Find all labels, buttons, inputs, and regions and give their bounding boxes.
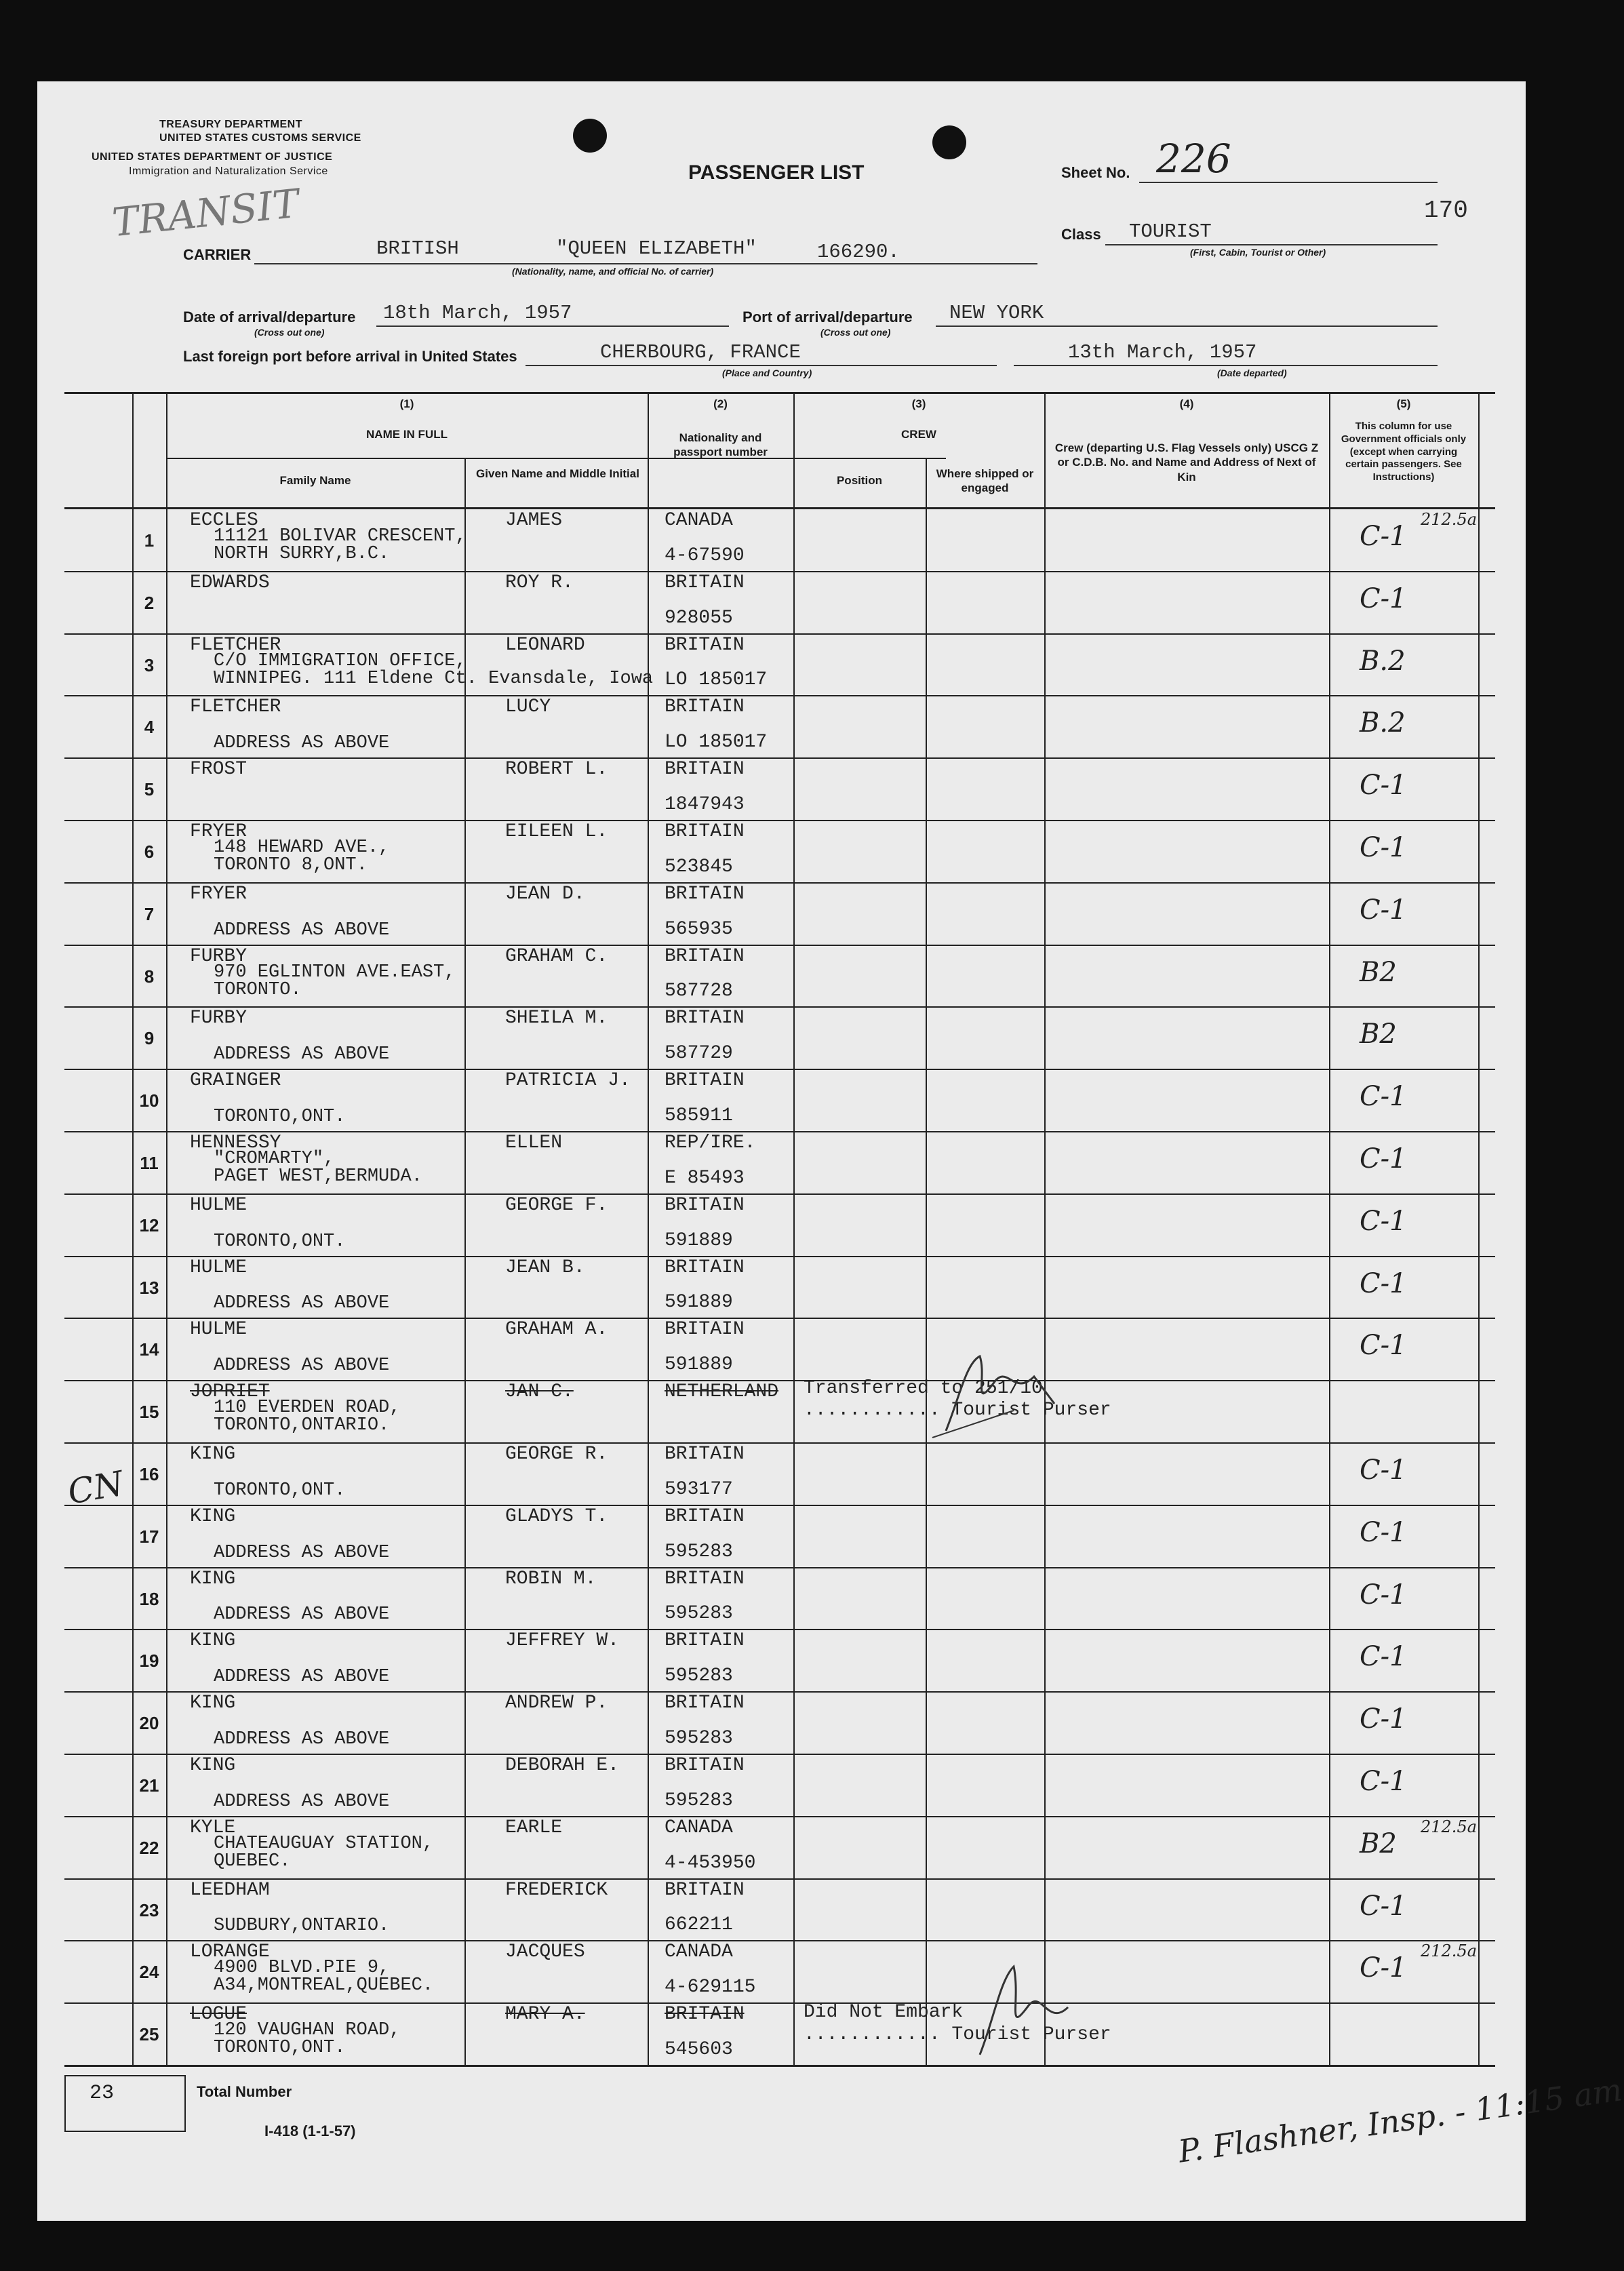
passport-number: 591889 — [665, 1354, 733, 1376]
nationality: BRITAIN — [665, 1568, 745, 1589]
col5-title: This column for use Government officials only (except when carrying certain passengers. See Instructions) — [1341, 420, 1467, 483]
official-code: C-1 — [1360, 1454, 1407, 1486]
row-number: 5 — [144, 779, 155, 800]
dept-line-2: UNITED STATES CUSTOMS SERVICE — [159, 132, 361, 144]
nationality: BRITAIN — [665, 634, 745, 656]
passenger-table — [37, 81, 1526, 2221]
passport-number: 587729 — [665, 1043, 733, 1065]
family-name: FROST — [190, 759, 247, 781]
official-note: 212.5a — [1421, 510, 1478, 529]
address-line: 148 HEWARD AVE., — [214, 837, 390, 858]
purser-signature-15 — [919, 1336, 1068, 1444]
row-number: 22 — [139, 1837, 159, 1858]
row-number: 4 — [144, 717, 155, 738]
departed-caption: (Date departed) — [1217, 368, 1287, 378]
family-name: LEEDHAM — [190, 1879, 270, 1901]
family-name: GRAINGER — [190, 1070, 281, 1092]
address-line: 970 EGLINTON AVE.EAST, — [214, 962, 456, 983]
family-name: HENNESSY — [190, 1132, 281, 1153]
nationality: BRITAIN — [665, 1194, 745, 1216]
official-code: C-1 — [1360, 1641, 1407, 1673]
passport-number: 565935 — [665, 918, 733, 940]
official-code: C-1 — [1360, 1765, 1407, 1797]
col1b-title: Given Name and Middle Initial — [476, 467, 639, 480]
official-code: B.2 — [1360, 645, 1406, 677]
col5-number: (5) — [1396, 397, 1411, 410]
crew-note-not-embark: Did Not Embark — [804, 2002, 964, 2023]
family-name: LOGUE — [190, 2004, 247, 2026]
passport-number: 591889 — [665, 1229, 733, 1251]
address-line: TORONTO,ONTARIO. — [214, 1415, 390, 1436]
passport-number: E 85493 — [665, 1167, 745, 1189]
given-name: ROBIN M. — [505, 1568, 597, 1589]
family-name: FRYER — [190, 883, 247, 905]
given-name: EARLE — [505, 1817, 563, 1838]
dept-line-4: Immigration and Naturalization Service — [129, 165, 328, 177]
col3b-title: Where shipped or engaged — [936, 467, 1034, 495]
given-name: GEORGE F. — [505, 1194, 608, 1216]
crew-note-purser-25: ............ Tourist Purser — [804, 2024, 1111, 2045]
official-code: C-1 — [1360, 1205, 1407, 1237]
address-line: TORONTO. — [214, 979, 302, 1000]
address-line: PAGET WEST,BERMUDA. — [214, 1166, 422, 1187]
nationality: BRITAIN — [665, 2004, 745, 2026]
family-name: KING — [190, 1505, 236, 1527]
given-name: JAN C. — [505, 1381, 574, 1403]
row-number: 7 — [144, 903, 155, 924]
given-name: GLADYS T. — [505, 1505, 608, 1527]
official-code: C-1 — [1360, 770, 1407, 802]
row-number: 24 — [139, 1962, 159, 1983]
official-code: C-1 — [1360, 1143, 1407, 1174]
nationality: BRITAIN — [665, 1693, 745, 1714]
nationality: CANADA — [665, 1941, 733, 1963]
address-line: TORONTO,ONT. — [214, 2038, 346, 2059]
row-number: 25 — [139, 2024, 159, 2045]
nationality: BRITAIN — [665, 883, 745, 905]
address-line: 120 VAUGHAN ROAD, — [214, 2020, 401, 2041]
given-name: JEAN D. — [505, 883, 585, 905]
official-code: C-1 — [1360, 1267, 1407, 1299]
carrier-label: CARRIER — [183, 246, 252, 263]
address-line: ADDRESS AS ABOVE — [214, 1542, 390, 1563]
nationality: BRITAIN — [665, 1257, 745, 1278]
row-number: 14 — [139, 1339, 159, 1360]
last-port-label: Last foreign port before arrival in United States — [183, 348, 517, 365]
passport-number: 523845 — [665, 856, 733, 877]
nationality: REP/IRE. — [665, 1132, 756, 1153]
given-name: ELLEN — [505, 1132, 563, 1153]
passport-number: 585911 — [665, 1105, 733, 1126]
given-name: LEONARD — [505, 634, 585, 656]
passport-number: 4-453950 — [665, 1852, 756, 1874]
family-name: JOPRIET — [190, 1381, 270, 1403]
passport-number: 595283 — [665, 1728, 733, 1749]
row-number: 19 — [139, 1651, 159, 1672]
address-line: TORONTO,ONT. — [214, 1231, 346, 1252]
nationality: BRITAIN — [665, 1008, 745, 1029]
address-line: CHATEAUGUAY STATION, — [214, 1833, 434, 1854]
passport-number: 593177 — [665, 1478, 733, 1500]
total-label: Total Number — [197, 2083, 292, 2100]
col3a-title: Position — [836, 474, 883, 487]
given-name: LUCY — [505, 696, 551, 718]
given-name: EILEEN L. — [505, 821, 608, 842]
date-value: 18th March, 1957 — [383, 302, 572, 324]
given-name: SHEILA M. — [505, 1008, 608, 1029]
family-name: EDWARDS — [190, 572, 270, 593]
port-value: NEW YORK — [949, 302, 1044, 324]
document-page — [37, 81, 1624, 2221]
address-line: NORTH SURRY,B.C. — [214, 544, 390, 564]
address-line: ADDRESS AS ABOVE — [214, 733, 390, 754]
date-caption: (Cross out one) — [254, 327, 325, 338]
official-code: C-1 — [1360, 894, 1407, 926]
official-code: B2 — [1360, 1828, 1397, 1859]
row-number: 15 — [139, 1402, 159, 1423]
family-name: KING — [190, 1568, 236, 1589]
given-name: PATRICIA J. — [505, 1070, 631, 1092]
nationality: BRITAIN — [665, 1444, 745, 1465]
given-name: JAMES — [505, 510, 563, 531]
address-line: C/O IMMIGRATION OFFICE, — [214, 650, 467, 671]
departed-value: 13th March, 1957 — [1068, 341, 1257, 363]
official-code: B2 — [1360, 1019, 1397, 1050]
row-number: 23 — [139, 1899, 159, 1920]
nationality: BRITAIN — [665, 945, 745, 967]
family-name: KING — [190, 1444, 236, 1465]
nationality: NETHERLAND — [665, 1381, 779, 1403]
official-code: C-1 — [1360, 1330, 1407, 1362]
family-name: FURBY — [190, 1008, 247, 1029]
address-line: TORONTO,ONT. — [214, 1107, 346, 1127]
passport-number: 595283 — [665, 1541, 733, 1562]
given-name: GEORGE R. — [505, 1444, 608, 1465]
official-code: B.2 — [1360, 707, 1406, 739]
row-number: 17 — [139, 1526, 159, 1547]
carrier-number: 166290. — [817, 241, 900, 263]
passport-number: LO 185017 — [665, 732, 768, 753]
last-port-caption: (Place and Country) — [722, 368, 812, 378]
port-label: Port of arrival/departure — [742, 309, 913, 325]
row-number: 13 — [139, 1277, 159, 1298]
class-label: Class — [1061, 226, 1101, 243]
family-name: FLETCHER — [190, 634, 281, 656]
passport-number: 587728 — [665, 981, 733, 1002]
col1a-title: Family Name — [279, 474, 351, 487]
address-line: ADDRESS AS ABOVE — [214, 1604, 390, 1625]
family-name: KING — [190, 1630, 236, 1652]
passport-number: 1847943 — [665, 794, 745, 815]
given-name: GRAHAM C. — [505, 945, 608, 967]
address-line: TORONTO 8,ONT. — [214, 855, 368, 875]
col3-number: (3) — [911, 397, 926, 410]
total-count: 23 — [90, 2082, 115, 2105]
class-value: TOURIST — [1129, 220, 1212, 243]
inspector-signature: P. Flashner, Insp. - 11:15 am — [1176, 2071, 1624, 2170]
nationality: BRITAIN — [665, 1879, 745, 1901]
carrier-nationality: BRITISH — [376, 237, 459, 260]
col1-number: (1) — [399, 397, 414, 410]
official-code: C-1 — [1360, 520, 1407, 552]
dept-line-3: UNITED STATES DEPARTMENT OF JUSTICE — [92, 151, 333, 163]
passport-number: 662211 — [665, 1914, 733, 1936]
address-line: TORONTO,ONT. — [214, 1480, 346, 1501]
row-number: 9 — [144, 1028, 155, 1049]
sheet-label: Sheet No. — [1061, 164, 1130, 181]
page-title: PASSENGER LIST — [688, 161, 865, 184]
nationality: BRITAIN — [665, 821, 745, 842]
family-name: FLETCHER — [190, 696, 281, 718]
nationality: BRITAIN — [665, 1630, 745, 1652]
official-code: C-1 — [1360, 1890, 1407, 1922]
family-name: FURBY — [190, 945, 247, 967]
row-number: 3 — [144, 654, 155, 675]
address-line: ADDRESS AS ABOVE — [214, 1044, 390, 1065]
passport-number: 595283 — [665, 1665, 733, 1687]
nationality: BRITAIN — [665, 1505, 745, 1527]
passport-number: 595283 — [665, 1790, 733, 1811]
nationality: BRITAIN — [665, 696, 745, 718]
form-number: I-418 (1-1-57) — [264, 2122, 356, 2139]
nationality: CANADA — [665, 1817, 733, 1838]
given-name: FREDERICK — [505, 1879, 608, 1901]
official-note: 212.5a — [1421, 1817, 1478, 1836]
col4-title: Crew (departing U.S. Flag Vessels only) USCG Z or C.D.B. No. and Name and Address of Next of Kin — [1054, 441, 1319, 483]
class-caption: (First, Cabin, Tourist or Other) — [1190, 247, 1326, 258]
row-number: 18 — [139, 1588, 159, 1609]
given-name: GRAHAM A. — [505, 1319, 608, 1341]
address-line: "CROMARTY", — [214, 1149, 335, 1169]
address-line: 11121 BOLIVAR CRESCENT, — [214, 526, 467, 547]
official-code: C-1 — [1360, 1516, 1407, 1548]
family-name: ECCLES — [190, 510, 258, 531]
crew-note-transferred: Transferred to 251/10 — [804, 1378, 1043, 1399]
nationality: BRITAIN — [665, 1070, 745, 1092]
family-name: KING — [190, 1755, 236, 1776]
given-name: ROY R. — [505, 572, 574, 593]
dept-line-1: TREASURY DEPARTMENT — [159, 119, 302, 130]
crew-note-purser-15: ............ Tourist Purser — [804, 1400, 1111, 1421]
col4-number: (4) — [1179, 397, 1194, 410]
given-name: MARY A. — [505, 2004, 585, 2026]
address-line: ADDRESS AS ABOVE — [214, 1293, 390, 1314]
passport-number: 545603 — [665, 2039, 733, 2060]
address-line: ADDRESS AS ABOVE — [214, 1356, 390, 1377]
official-code: C-1 — [1360, 582, 1407, 614]
last-port-value: CHERBOURG, FRANCE — [600, 341, 801, 363]
family-name: KING — [190, 1693, 236, 1714]
nationality: BRITAIN — [665, 1755, 745, 1776]
passport-number: 928055 — [665, 607, 733, 629]
nationality: BRITAIN — [665, 1319, 745, 1341]
page-number: 170 — [1424, 197, 1468, 224]
transit-stamp: TRANSIT — [110, 180, 302, 246]
row-number: 10 — [139, 1090, 159, 1111]
carrier-caption: (Nationality, name, and official No. of carrier) — [512, 266, 714, 277]
col2-number: (2) — [713, 397, 728, 410]
address-line: ADDRESS AS ABOVE — [214, 920, 390, 941]
passport-number: LO 185017 — [665, 669, 768, 691]
official-code: C-1 — [1360, 1703, 1407, 1735]
family-name: KYLE — [190, 1817, 236, 1838]
official-code: C-1 — [1360, 1952, 1407, 1984]
official-code: C-1 — [1360, 831, 1407, 863]
given-name: JEAN B. — [505, 1257, 585, 1278]
row-number: 16 — [139, 1463, 159, 1484]
row-number: 6 — [144, 841, 155, 862]
given-name: JEFFREY W. — [505, 1630, 620, 1652]
passport-number: 595283 — [665, 1603, 733, 1625]
official-code: B2 — [1360, 956, 1397, 988]
purser-signature-25 — [959, 1953, 1095, 2061]
passport-number: 4-629115 — [665, 1977, 756, 1998]
official-note: 212.5a — [1421, 1941, 1478, 1961]
address-line: ADDRESS AS ABOVE — [214, 1667, 390, 1688]
row-number: 2 — [144, 592, 155, 613]
address-line: 110 EVERDEN ROAD, — [214, 1398, 401, 1419]
address-line: 4900 BLVD.PIE 9, — [214, 1958, 390, 1979]
date-label: Date of arrival/departure — [183, 309, 356, 325]
port-caption: (Cross out one) — [820, 327, 891, 338]
total-box — [64, 2075, 186, 2132]
address-line: A34,MONTREAL,QUEBEC. — [214, 1975, 434, 1996]
family-name: FRYER — [190, 821, 247, 842]
nationality: BRITAIN — [665, 759, 745, 781]
address-line: QUEBEC. — [214, 1851, 291, 1872]
row-number: 1 — [144, 530, 155, 551]
nationality: CANADA — [665, 510, 733, 531]
official-code: C-1 — [1360, 1081, 1407, 1113]
col3-title: CREW — [901, 428, 936, 441]
margin-mark: CN — [64, 1463, 127, 1512]
given-name: JACQUES — [505, 1941, 585, 1963]
row-number: 8 — [144, 966, 155, 987]
row-number: 11 — [140, 1152, 159, 1173]
passport-number: 591889 — [665, 1292, 733, 1314]
address-line: WINNIPEG. 111 Eldene Ct. Evansdale, Iowa — [214, 668, 654, 689]
col1-title: NAME IN FULL — [366, 428, 448, 441]
row-number: 20 — [139, 1713, 159, 1734]
address-line: ADDRESS AS ABOVE — [214, 1791, 390, 1812]
passport-number: 4-67590 — [665, 545, 745, 566]
row-number: 12 — [139, 1215, 159, 1236]
given-name: ANDREW P. — [505, 1693, 608, 1714]
nationality: BRITAIN — [665, 572, 745, 593]
address-line: ADDRESS AS ABOVE — [214, 1729, 390, 1750]
address-line: SUDBURY,ONTARIO. — [214, 1916, 390, 1937]
given-name: ROBERT L. — [505, 759, 608, 781]
carrier-name: "QUEEN ELIZABETH" — [556, 237, 757, 260]
family-name: HULME — [190, 1319, 247, 1341]
col2-title: Nationality and passport number — [673, 431, 768, 459]
official-code: C-1 — [1360, 1579, 1407, 1611]
family-name: LORANGE — [190, 1941, 270, 1963]
sheet-number: 226 — [1156, 136, 1231, 182]
family-name: HULME — [190, 1257, 247, 1278]
given-name: DEBORAH E. — [505, 1755, 620, 1776]
row-number: 21 — [139, 1775, 159, 1796]
family-name: HULME — [190, 1194, 247, 1216]
